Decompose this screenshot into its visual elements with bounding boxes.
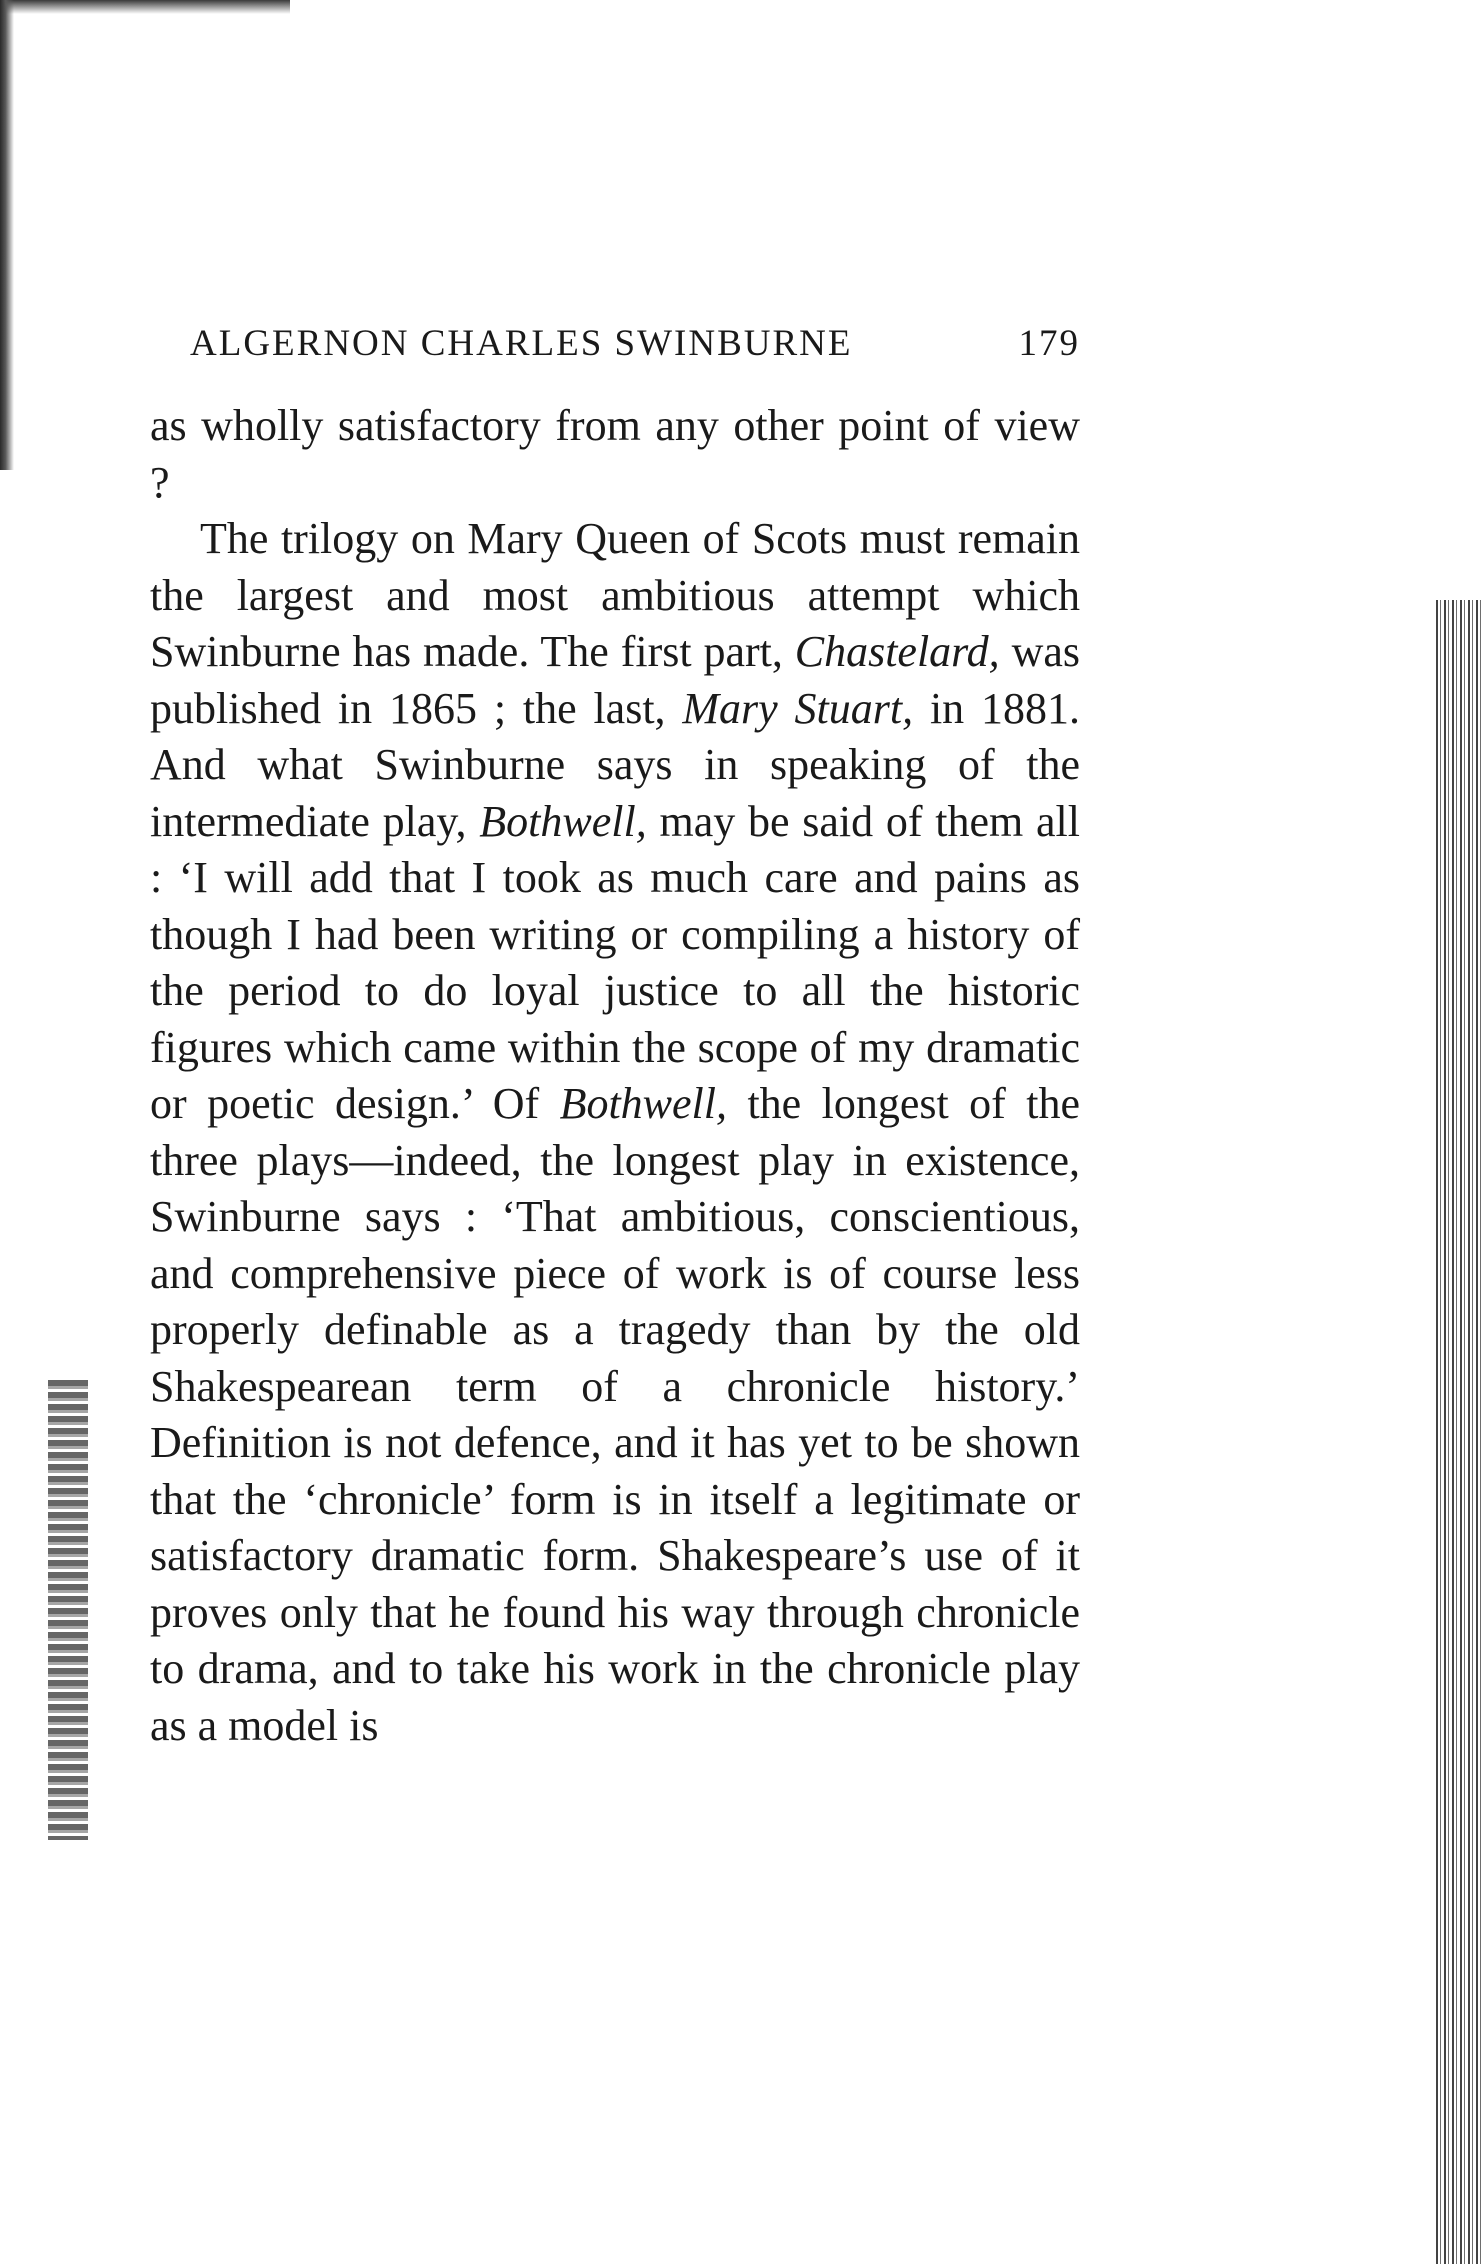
italic-title: Bothwell, [559, 1079, 728, 1128]
running-head-title: ALGERNON CHARLES SWINBURNE [190, 323, 853, 364]
book-page [150, 325, 1080, 1754]
page-number: 179 [1018, 323, 1080, 364]
paragraph-continuation [150, 398, 1080, 511]
scan-border-right [1436, 600, 1484, 2264]
running-head [150, 325, 1080, 362]
text-run: The trilogy on Mary Queen of Scots must remain the largest and most ambitious attempt which Swinburne has made. The first part, [150, 514, 1080, 676]
text-run: as wholly satisfactory from any other point of view ? [150, 401, 1080, 507]
binding-shadow [48, 1380, 88, 1840]
italic-title: Bothwell, [479, 796, 647, 846]
text-run: in 1881. And what Swinburne says in speaking of the intermediate play, [150, 683, 1080, 846]
text-run: may be said of them all : ‘I will add that I took as much care and pains as though I had been writing or compiling a history of the period to do loyal justice to all the historic figures which came within the scope of my dramatic or poetic design.’ Of [150, 796, 1080, 1128]
text-run: was published in 1865 ; the last, [150, 627, 1080, 733]
italic-title: Mary Stuart, [682, 683, 914, 733]
body-text [150, 398, 1080, 1754]
scan-border-left [0, 0, 14, 470]
text-run: the longest of the three plays—indeed, the longest play in existence, Swinburne says : ‘That ambitious, conscientious, and comprehensive piece of work is of course less properly definable as a tragedy than by the old Shakespearean term of a chronicle history.’ Definition is not defence, and it has yet to be shown that the ‘chronicle’ form is in itself a legitimate or satisfactory dramatic form. Shakespeare’s use of it proves only that he found his way through chronicle to drama, and to take his work in the chronicle play as a model is [150, 1079, 1080, 1750]
italic-title: Chastelard, [794, 627, 1000, 676]
paragraph-trilogy [150, 511, 1080, 1754]
scan-border-top [0, 0, 290, 14]
